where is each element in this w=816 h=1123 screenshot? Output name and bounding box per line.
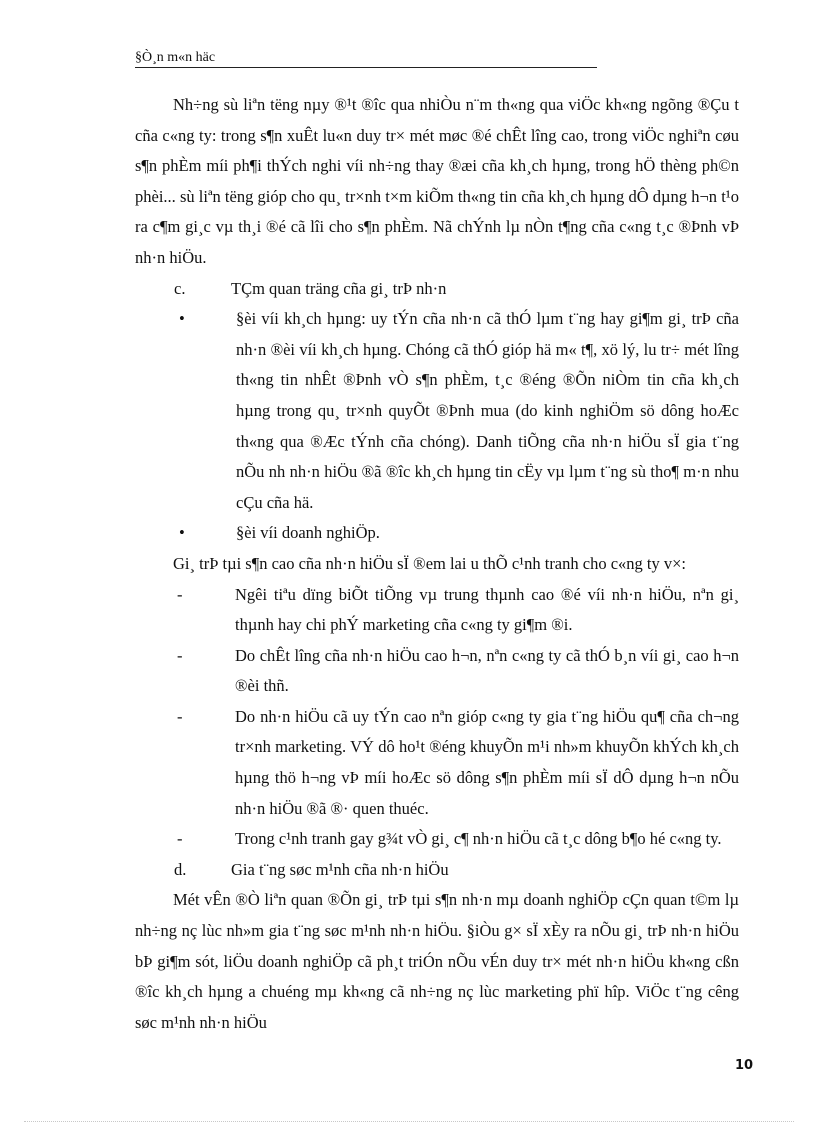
dash-item-4: [135, 824, 739, 855]
dash-marker: -: [177, 829, 183, 849]
section-heading-c: [135, 274, 739, 305]
dash-text-4: Trong c¹nh tranh gay g¾t vÒ gi¸ c¶ nh·n hiÖu cã t¸c dông b¶o hé c«ng ty.: [235, 829, 722, 849]
dash-item-3: [135, 702, 739, 824]
section-marker-d: d.: [174, 859, 187, 879]
dash-item-2: [135, 641, 739, 702]
paragraph-brand-strength: Mét vÊn ®Ò liªn quan ®Õn gi¸ trÞ tµi s¶n nh·n mµ doanh nghiÖp cÇn quan t©m lµ nh÷ng nç lùc nh»m gia t¨ng søc m¹nh nh·n hiÖu. §iÒu g× sÏ xÈy ra nÕu gi¸ trÞ nh·n hiÖu bÞ gi¶m sót, liÖu doanh nghiÖp cã ph¸t triÓn nÕu vÉn duy tr× mét nh·n hiÖu kh«ng cßn ®îc kh¸ch hµng a chuéng mµ kh«ng cã nh÷ng nç lùc marketing phï hîp. ViÖc t¨ng cêng søc m¹nh nh·n hiÖu: [135, 890, 739, 1032]
dash-marker: -: [177, 706, 183, 726]
dash-marker: -: [177, 645, 183, 665]
bullet-text-enterprise: §èi víi doanh nghiÖp.: [236, 523, 380, 543]
page-bottom-divider: [24, 1121, 794, 1122]
bullet-item-customers: [135, 304, 739, 518]
bullet-icon: •: [179, 523, 185, 543]
dash-text-2: Do chÊt lîng cña nh·n hiÖu cao h¬n, nªn c«ng ty cã thÓ b¸n víi gi¸ cao h¬n ®èi thñ.: [235, 645, 739, 696]
section-title-d: Gia t¨ng søc m¹nh cña nh·n hiÖu: [231, 859, 449, 879]
body-content: [135, 90, 739, 1038]
dash-item-1: [135, 580, 739, 641]
section-marker-c: c.: [174, 278, 186, 298]
dash-marker: -: [177, 584, 183, 604]
dash-text-1: Ngêi tiªu dïng biÕt tiÕng vµ trung thµnh cao ®é víi nh·n hiÖu, nªn gi¸ thµnh hay chi phÝ marketing cña c«ng ty gi¶m ®i.: [235, 584, 739, 635]
section-title-c: TÇm quan träng cña gi¸ trÞ nh·n: [231, 278, 447, 298]
paragraph-brand-associations: Nh÷ng sù liªn tëng nµy ®¹t ®îc qua nhiÒu n¨m th«ng qua viÖc kh«ng ngõng ®Çu t cña c«ng ty: trong s¶n xuÊt lu«n duy tr× mét møc ®é chÊt lîng cao, trong viÖc nghiªn cøu s¶n phÈm míi ph¶i thÝch nghi víi nh÷ng thay ®æi cña kh¸ch hµng, trong hÖ thèng ph©n phèi... sù liªn tëng gióp cho qu¸ tr×nh t×m kiÕm th«ng tin cña kh¸ch hµng dÔ dµng h¬n t¹o ra c¶m gi¸c vµ th¸i ®é cã lîi cho s¶n phÈm. Nã chÝnh lµ nÒn t¶ng cña c«ng t¸c ®Þnh vÞ nh·n hiÖu.: [135, 95, 739, 267]
paragraph-brand-value-advantage: Gi¸ trÞ tµi s¶n cao cña nh·n hiÖu sÏ ®em lai u thÕ c¹nh tranh cho c«ng ty v×:: [173, 553, 687, 573]
dash-text-3: Do nh·n hiÖu cã uy tÝn cao nªn gióp c«ng ty gia t¨ng hiÖu qu¶ cña ch¬ng tr×nh marketing. VÝ dô ho¹t ®éng khuyÕn m¹i nh»m khuyÕn khÝch kh¸ch hµng thö h¬ng vÞ míi hoÆc sö dông s¶n phÈm míi sÏ dÔ dµng h¬n nÕu nh·n hiÖu ®ã ®· quen thuéc.: [235, 706, 739, 818]
running-header: §Ò¸n m«n häc: [135, 50, 597, 68]
page-number: 10: [735, 1058, 754, 1073]
bullet-icon: •: [179, 309, 185, 329]
bullet-item-enterprise: [135, 518, 739, 549]
bullet-text-customers: §èi víi kh¸ch hµng: uy tÝn cña nh·n cã thÓ lµm t¨ng hay gi¶m gi¸ trÞ cña nh·n ®èi víi kh¸ch hµng. Chóng cã thÓ gióp hä m« t¶, xö lý, lu tr÷ mét lîng th«ng tin nhÊt ®Þnh vÒ s¶n phÈm, t¸c ®éng ®Õn niÒm tin cña kh¸ch hµng trong qu¸ tr×nh quyÕt ®Þnh mua (do kinh nghiÖm sö dông hoÆc th«ng qua ®Æc tÝnh cña chóng). Danh tiÕng cña nh·n hiÖu sÏ gia t¨ng nÕu nh nh·n hiÖu ®ã ®îc kh¸ch hµng tin cËy vµ lµm t¨ng sù tho¶ m·n nhu cÇu cña hä.: [236, 309, 739, 512]
section-heading-d: [135, 855, 739, 886]
